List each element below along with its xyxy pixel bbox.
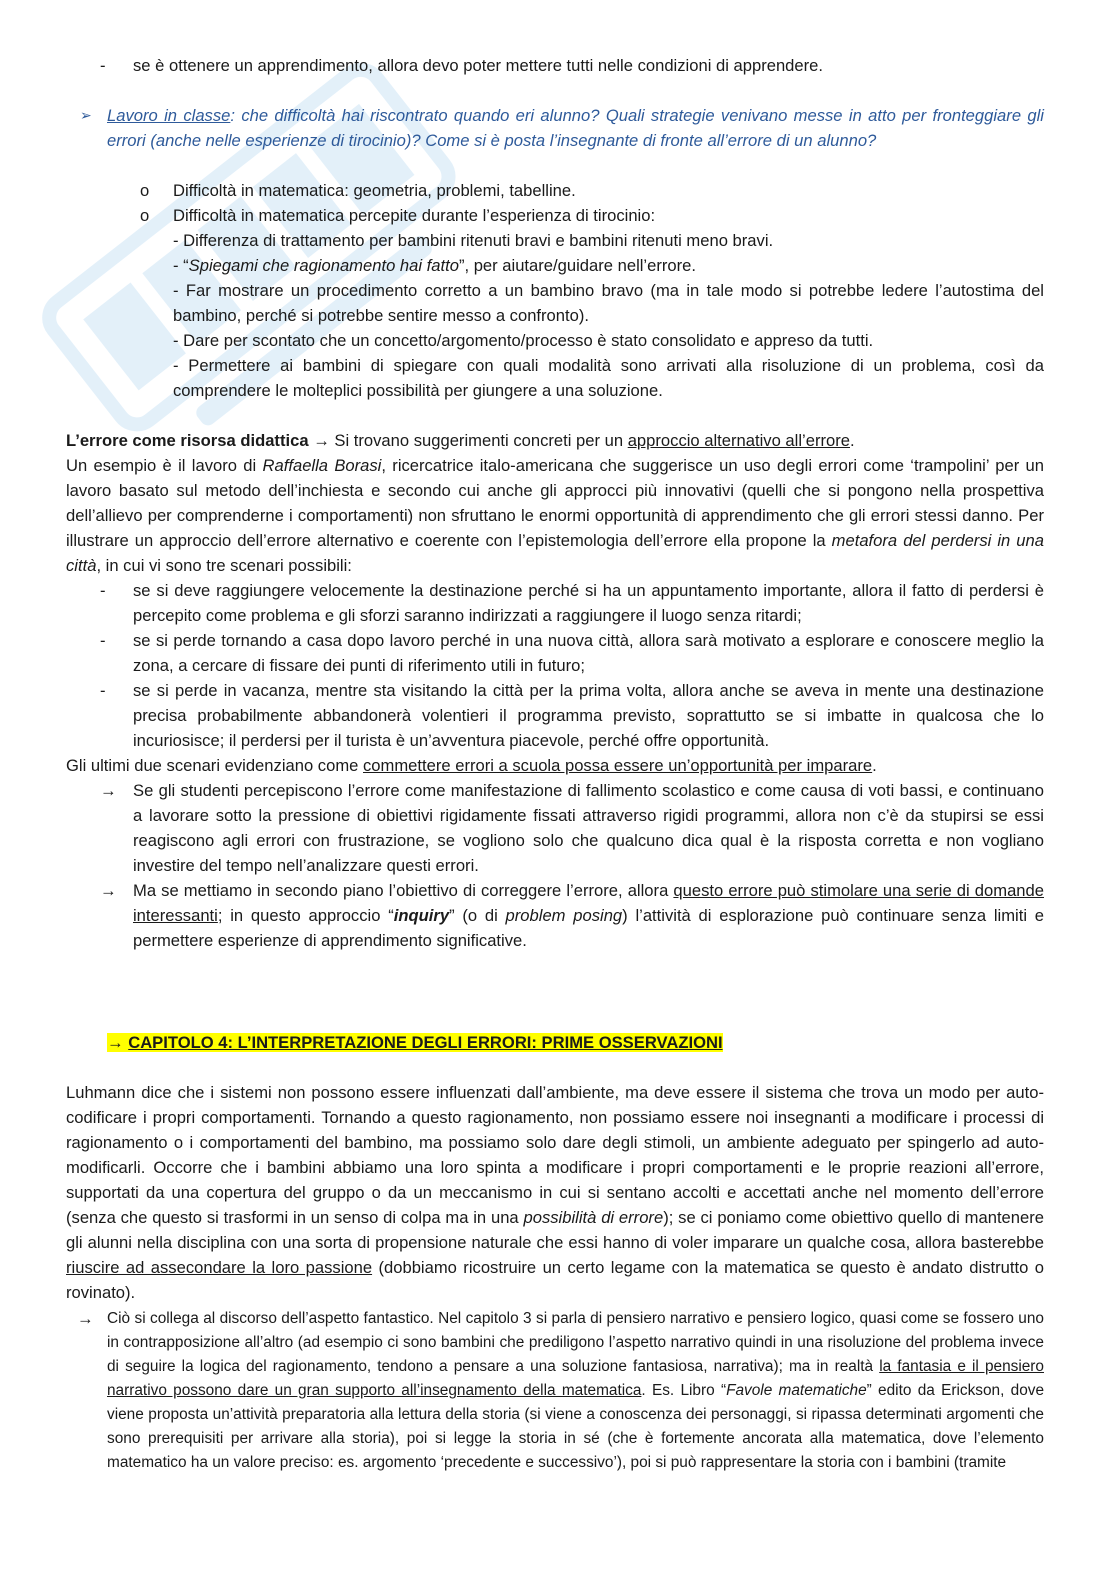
lavoro-item-2: Difficoltà in matematica percepite durante l’esperienza di tirocinio: [173, 206, 656, 225]
chapter-heading [107, 1030, 1007, 1055]
lavoro-question [107, 103, 1044, 153]
sub-item-5: - Permettere ai bambini di spiegare con quali modalità sono arrivati alla risoluzione di un problema, così da comprendere le molteplici possibilità per giungere a una soluzione. [173, 356, 1044, 400]
scenario-3: se si perde in vacanza, mentre sta visitando la città per la prima volta, allora anche se aveva in mente una destinazione precisa probabilmente abbandonerà volentieri il programma previsto, soprattutto se si imbatte in qualcosa che lo incuriosisce; il perdersi per il turista è un’avventura piacevole, perché offre opportunità. [133, 681, 1044, 750]
scenario-2: se si perde tornando a casa dopo lavoro perché in una nuova città, allora sarà motivato a esplorare e conoscere meglio la zona, a cercare di fissare dei punti di riferimento utili in futuro; [133, 631, 1044, 675]
sub-item-4: - Dare per scontato che un concetto/argomento/processo è stato consolidato e appreso da tutti. [173, 331, 874, 350]
circle-bullet-icon: o [140, 181, 150, 200]
sub-item-2: - “Spiegami che ragionamento hai fatto”, per aiutare/guidare nell’errore. [173, 256, 696, 275]
arrow-bullet-icon: ➢ [80, 107, 92, 123]
right-arrow-icon: → [77, 1309, 94, 1328]
dash-bullet: - [100, 581, 106, 600]
chapter-arrow-icon: → [107, 1033, 124, 1052]
fantastico-paragraph: Ciò si collega al discorso dell’aspetto fantastico. Nel capitolo 3 si parla di pensiero narrativo e pensiero logico, quasi come se fossero uno in contrapposizione all’altro (ad esempio ci sono bambini che prediligono l’aspetto narrativo quindi in una risoluzione del problema invece di seguire la logica del ragionamento, tendono a pensare a una soluzione fantasiosa, narrativa); ma in realtà la fantasia e il pensiero narrativo possono dare un gran supporto all’insegnamento della matematica. Es. Libro “Favole matematiche” edito da Erickson, dove viene proposta un’attività preparatoria alla lettura della storia (si viene a conoscenza dei personaggi, si ripassa determinati argomenti che sono prerequisiti per arrivare alla storia), poi si legge la storia in sé (che è fortemente ancorata alla matematica, dove l’elemento matematico ha un valore preciso: es. argomento ‘precedente e successivo’), poi si può rappresentare la storia con i bambini (tramite [107, 1310, 1045, 1471]
chapter-title: CAPITOLO 4: L’INTERPRETAZIONE DEGLI ERRORI: PRIME OSSERVAZIONI [128, 1033, 723, 1052]
right-arrow-icon: → [100, 881, 117, 900]
dash-bullet: - [100, 681, 106, 700]
risorsa-title: L’errore come risorsa didattica [66, 431, 309, 450]
sub-item-2-quote: Spiegami che ragionamento hai fatto [188, 256, 459, 275]
arrow-item-1: Se gli studenti percepiscono l’errore come manifestazione di fallimento scolastico e come causa di voti bassi, e continuano a lavorare sotto la pressione di obiettivi rigidamente fissati attraverso rigidi programmi, allora non c’è da stupirsi se essi reagiscono agli errori con frustrazione, se vogliono solo che qualcuno dica qual è la risposta corretta e non vogliano investire del tempo nell’analizzare questi errori. [133, 781, 1044, 875]
ultimi-scenari: Gli ultimi due scenari evidenziano come commettere errori a scuola possa essere un’opportunità per imparare. [66, 756, 877, 775]
lavoro-item-1: Difficoltà in matematica: geometria, problemi, tabelline. [173, 181, 576, 200]
sub-item-1: - Differenza di trattamento per bambini ritenuti bravi e bambini ritenuti meno bravi. [173, 231, 774, 250]
lavoro-label: Lavoro in classe [107, 106, 231, 125]
dash-bullet: - [100, 56, 106, 75]
author-name: Raffaella Borasi [262, 456, 382, 475]
scenario-1: se si deve raggiungere velocemente la destinazione perché si ha un appuntamento importante, allora il fatto di perdersi è percepito come problema e gli sforzi saranno indirizzati a raggiungere il luogo senza ritardi; [133, 581, 1044, 625]
right-arrow-icon: → [100, 781, 117, 800]
top-item-text: se è ottenere un apprendimento, allora devo poter mettere tutti nelle condizioni di apprendere. [133, 56, 824, 75]
sub-item-3: - Far mostrare un procedimento corretto a un bambino bravo (ma in tale modo si potrebbe ledere l’autostima del bambino, perché si potrebbe sentire messo a confronto). [173, 281, 1044, 325]
arrow-item-2: Ma se mettiamo in secondo piano l’obiettivo di correggere l’errore, allora questo errore può stimolare una serie di domande interessanti; in questo approccio “inquiry” (o di problem posing) l’attività di esplorazione può continuare senza limiti e permettere esperienze di apprendimento significative. [133, 881, 1044, 950]
circle-bullet-icon: o [140, 206, 150, 225]
right-arrow-icon: → [313, 431, 330, 450]
risorsa-heading: L’errore come risorsa didattica → Si trovano suggerimenti concreti per un approccio alternativo all’errore. [66, 431, 855, 450]
lavoro-question-text: : che difficoltà hai riscontrato quando eri alunno? Quali strategie venivano messe in atto per fronteggiare gli errori (anche nelle esperienze di tirocinio)? Come si è posta l’insegnante di fronte all’errore di un alunno? [107, 106, 1044, 150]
metafora: metafora del perdersi in una città [66, 531, 1044, 575]
dash-bullet: - [100, 631, 106, 650]
luhmann-paragraph: Luhmann dice che i sistemi non possono essere influenzati dall’ambiente, ma deve essere il sistema che trova un modo per auto-codificare i propri comportamenti. Tornando a questo ragionamento, non possiamo essere noi insegnanti a modificare i processi di ragionamento o i comportamenti del bambino, ma possiamo solo dare degli stimoli, un ambiente adeguato per spingerlo ad auto-modificarli. Occorre che i bambini abbiamo una loro spinta a modificare i propri comportamenti e le proprie reazioni all’errore, supportati da una copertura del gruppo o da un meccanismo in cui si sentano accolti e accettati anche nel momento dell’errore (senza che questo si trasformi in un senso di colpa ma in una possibilità di errore); se ci poniamo come obiettivo quello di mantenere gli alunni nella disciplina con una sorta di propensione naturale che essi hanno di voler imparare un qualche cosa, allora basterebbe riuscire ad assecondare la loro passione (dobbiamo ricostruire un certo legame con la matematica se questo è andato distrutto o rovinato). [66, 1083, 1045, 1302]
borasi-paragraph: Un esempio è il lavoro di Raffaella Borasi, ricercatrice italo-americana che suggerisce un uso degli errori come ‘trampolini’ per un lavoro basato sul metodo dell’inchiesta e secondo cui anche gli approcci più innovativi (quelli che si pongono nella prospettiva dell’allievo per comprenderne i comportamenti) non sfruttano le enormi opportunità di apprendimento che gli errori stessi danno. Per illustrare un approccio dell’errore alternativo e coerente con l’epistemologia dell’errore ella propone la metafora del perdersi in una città, in cui vi sono tre scenari possibili: [66, 456, 1045, 575]
